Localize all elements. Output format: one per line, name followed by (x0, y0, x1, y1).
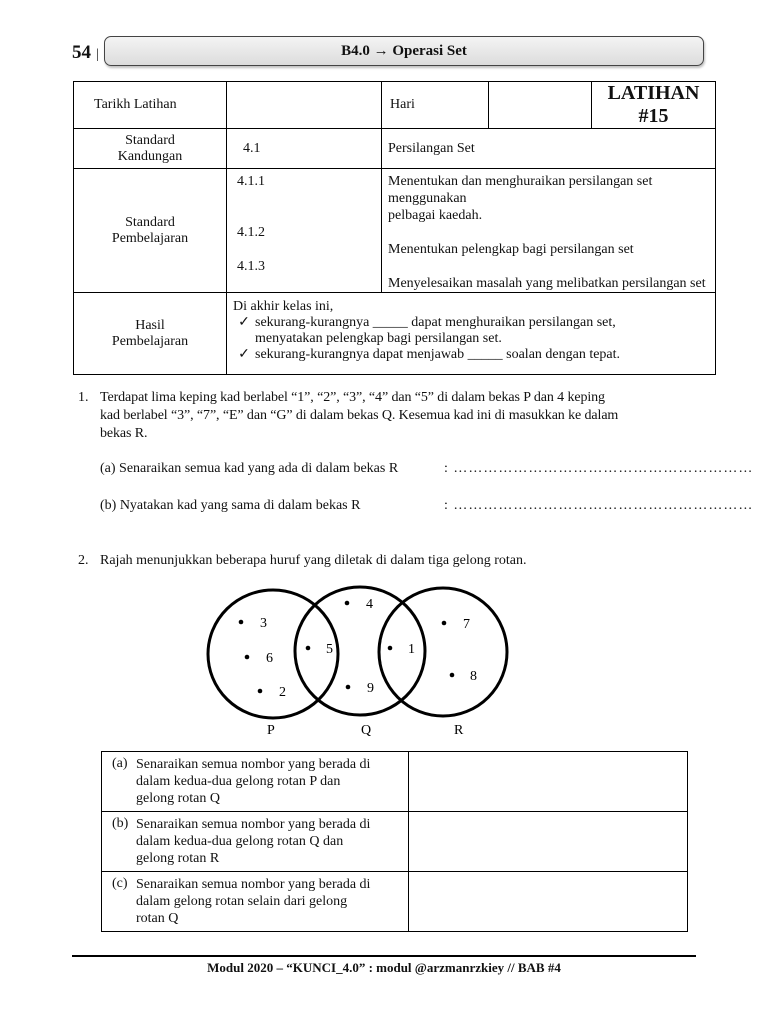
part-label: (b) (112, 816, 129, 831)
svg-text:4: 4 (366, 597, 373, 612)
sp-code: 4.1.2 (237, 225, 265, 240)
latihan-title: LATIHAN #15 (592, 82, 716, 129)
row-text: Senaraikan semua nombor yang berada di (136, 877, 371, 892)
q2-number: 2. (78, 553, 89, 568)
hp-bullet: sekurang-kurangnya dapat menjawab _____ soalan dengan tepat. (255, 347, 621, 362)
q1-line: kad berlabel “3”, “7”, “E” dan “G” di dalam bekas Q. Kesemua kad ini di masukkan ke dalam (100, 408, 619, 423)
svg-text:2: 2 (279, 685, 286, 700)
q2-text: Rajah menunjukkan beberapa huruf yang diletak di dalam tiga gelong rotan. (100, 553, 527, 568)
circle-q (295, 587, 425, 715)
q2-answer-table (101, 751, 688, 932)
footer-text: Modul 2020 – “KUNCI_4.0” : modul @arzmanrzkiey // BAB #4 (207, 960, 561, 975)
q1-number: 1. (78, 390, 89, 405)
q1-part-a-answer-line[interactable]: : …………………………………………………… (444, 461, 754, 476)
hari-label: Hari (382, 82, 489, 129)
q1-line: Terdapat lima keping kad berlabel “1”, “2”, “3”, “4” dan “5” di dalam bekas P dan 4 keping (100, 390, 605, 405)
check-icon: ✓ (238, 315, 250, 330)
chapter-title: B4.0 → Operasi Set (341, 43, 467, 59)
q2-part-b-answer[interactable] (409, 812, 688, 872)
venn-element (450, 669, 477, 684)
q1-part-a: (a) Senaraikan semua kad yang ada di dalam bekas R (100, 461, 399, 476)
table-row (102, 752, 688, 812)
check-icon: ✓ (238, 347, 250, 362)
row-text: dalam kedua-dua gelong rotan Q dan (136, 834, 344, 849)
row-text: Senaraikan semua nombor yang berada di (136, 817, 371, 832)
hp-bullet: sekurang-kurangnya _____ dapat menghuraikan persilangan set, (255, 315, 616, 330)
q1-part-b: (b) Nyatakan kad yang sama di dalam bekas R (100, 498, 361, 513)
svg-text:3: 3 (260, 616, 267, 631)
row-text: gelong rotan Q (136, 791, 220, 806)
set-label-r: R (454, 723, 464, 738)
sp-code: 4.1.1 (237, 174, 265, 189)
q2-part-c-answer[interactable] (409, 872, 688, 932)
hp-bullet-cont: menyatakan pelengkap bagi persilangan set. (255, 331, 502, 346)
table-row (102, 812, 688, 872)
q2-part-b-question (102, 812, 409, 872)
table-row (102, 872, 688, 932)
footer-divider (72, 955, 696, 957)
q2-part-a-question (102, 752, 409, 812)
q1-part-b-answer-line[interactable]: : …………………………………………………… (444, 498, 754, 513)
row-text: Senaraikan semua nombor yang berada di (136, 757, 371, 772)
svg-text:6: 6 (266, 651, 273, 666)
svg-text:9: 9 (367, 681, 374, 696)
page-number-separator: | (96, 47, 99, 62)
sp-text: Menyelesaikan masalah yang melibatkan persilangan set (388, 276, 706, 291)
venn-element (388, 642, 415, 657)
venn-element (258, 685, 286, 700)
q2-part-a-answer[interactable] (409, 752, 688, 812)
circle-r (379, 588, 507, 716)
svg-text:1: 1 (408, 642, 415, 657)
venn-element (345, 597, 373, 612)
q2-part-c-question (102, 872, 409, 932)
tarikh-label: Tarikh Latihan (74, 82, 227, 129)
sp-text: Menentukan pelengkap bagi persilangan set (388, 242, 634, 257)
row-text: rotan Q (136, 911, 179, 926)
row-text: gelong rotan R (136, 851, 220, 866)
venn-element (239, 616, 267, 631)
row-text: dalam gelong rotan selain dari gelong (136, 894, 348, 909)
page-number: 54 (72, 42, 91, 63)
sk-text: Persilangan Set (382, 129, 716, 169)
venn-element (346, 681, 374, 696)
sp-label-line1: Standard (125, 214, 175, 230)
part-label: (a) (112, 756, 128, 771)
svg-text:8: 8 (470, 669, 477, 684)
hp-intro: Di akhir kelas ini, (233, 299, 334, 314)
q1-line: bekas R. (100, 426, 148, 441)
part-label: (c) (112, 876, 128, 891)
venn-element (306, 642, 333, 657)
sk-code: 4.1 (227, 129, 382, 169)
svg-text:5: 5 (326, 642, 333, 657)
svg-text:7: 7 (463, 617, 470, 632)
sp-code: 4.1.3 (237, 259, 265, 274)
row-text: dalam kedua-dua gelong rotan P dan (136, 774, 341, 789)
venn-element (442, 617, 470, 632)
venn-element (245, 651, 273, 666)
set-label-p: P (267, 723, 275, 738)
sp-text: pelbagai kaedah. (388, 208, 483, 223)
hp-label-line1: Hasil (135, 317, 165, 333)
sp-text: Menentukan dan menghuraikan persilangan set menggunakan (388, 174, 653, 206)
hp-label-line2: Pembelajaran (111, 333, 189, 349)
sp-label-line2: Pembelajaran (111, 230, 189, 246)
set-label-q: Q (361, 723, 372, 738)
sk-label-line1: Standard (125, 132, 175, 148)
sk-label-line2: Kandungan (117, 148, 183, 164)
